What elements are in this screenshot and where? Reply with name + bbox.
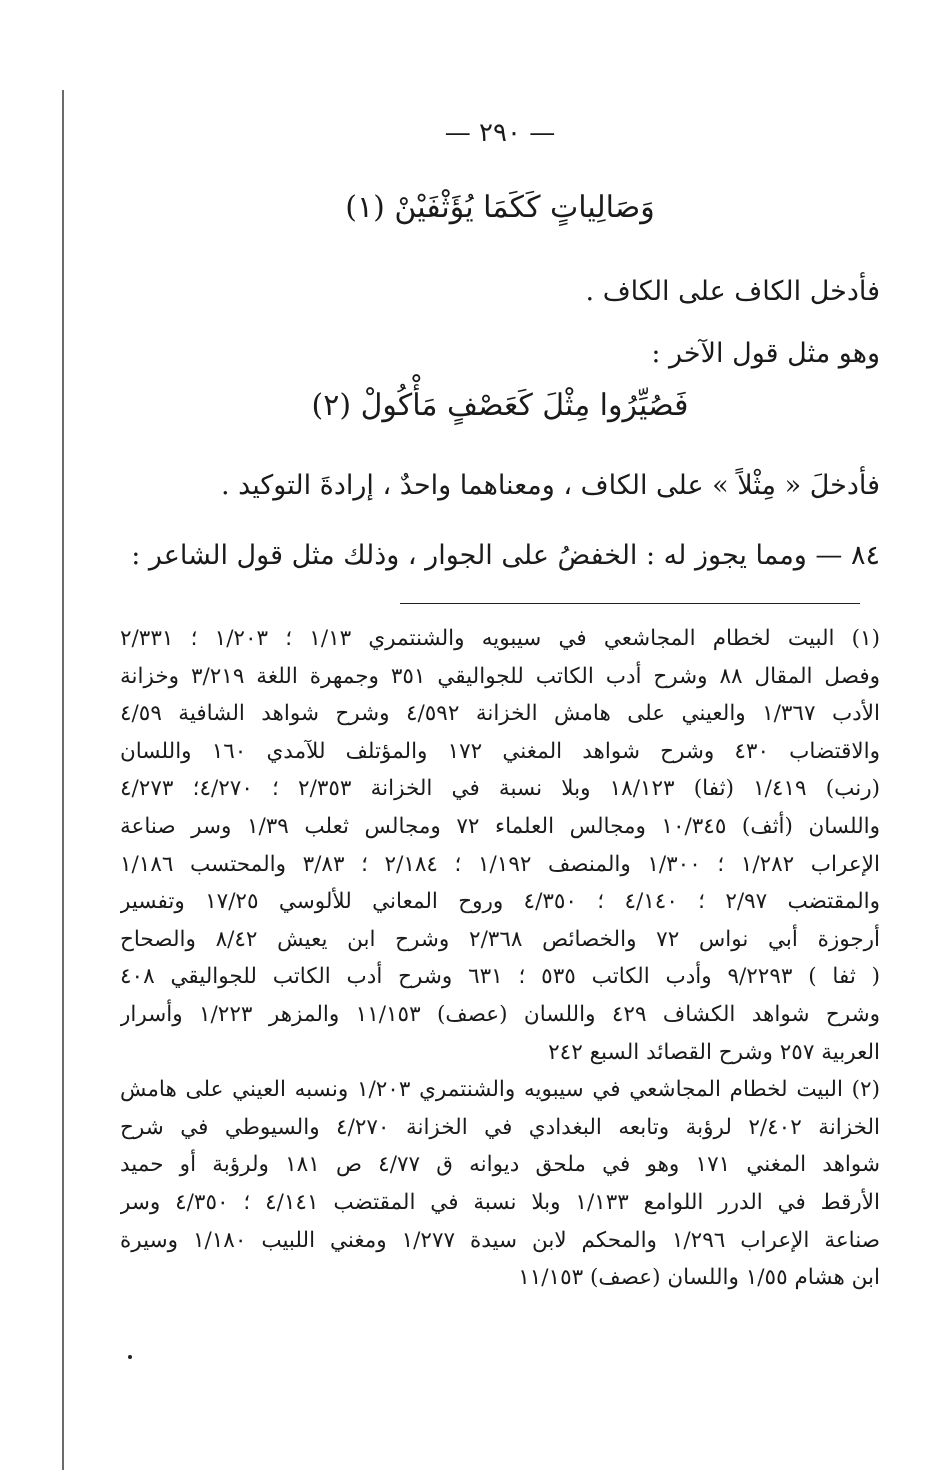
footnote-line: أرجوزة أبي نواس ٧٢ والخصائص ٢/٣٦٨ وشرح ابن يعيش ٨/٤٢ والصحاح xyxy=(120,926,880,952)
footnote-line: والاقتضاب ٤٣٠ وشرح شواهد المغني ١٧٢ والمؤتلف للآمدي ١٦٠ واللسان xyxy=(120,738,880,764)
footnote-line: صناعة الإعراب ١/٢٩٦ والمحكم لابن سيدة ١/٢٧٧ ومغني اللبيب ١/١٨٠ وسيرة xyxy=(120,1227,880,1253)
footnote-line: شواهد المغني ١٧١ وهو في ملحق ديوانه ق ٤/٧٧ ص ١٨١ ولرؤبة أو حميد xyxy=(120,1152,880,1178)
footnote-line: العربية ٢٥٧ وشرح القصائد السبع ٢٤٢ xyxy=(548,1039,880,1065)
page-number: — ٢٩٠ — xyxy=(444,118,556,148)
footnote-line: (٢) البيت لخطام المجاشعي في سيبويه والشنتمري ١/٢٠٣ ونسبه العيني على هامش xyxy=(120,1077,880,1103)
book-page xyxy=(120,0,880,1473)
footnote-separator xyxy=(400,603,860,604)
footnote-line: ( ثفا ) ٩/٢٢٩٣ وأدب الكاتب ٥٣٥ ؛ ٦٣١ وشرح أدب الكاتب للجواليقي ٤٠٨ xyxy=(120,964,880,990)
verse-2: فَصُيِّرُوا مِثْلَ كَعَصْفٍ مَأْكُولْ (٢) xyxy=(311,388,689,423)
footnote-line: ابن هشام ١/٥٥ واللسان (عصف) ١١/١٥٣ xyxy=(518,1265,880,1291)
footnote-line: وفصل المقال ٨٨ وشرح أدب الكاتب للجواليقي ٣٥١ وجمهرة اللغة ٣/٢١٩ وخزانة xyxy=(120,663,880,689)
footnote-line: والمقتضب ٢/٩٧ ؛ ٤/١٤٠ ؛ ٤/٣٥٠ وروح المعاني للألوسي ١٧/٢٥ وتفسير xyxy=(120,889,880,915)
footnote-line: الأدب ١/٣٦٧ والعيني على هامش الخزانة ٤/٥٩٢ وشرح شواهد الشافية ٤/٥٩ xyxy=(120,701,880,727)
footnote-line: الأرقط في الدرر اللوامع ١/١٣٣ وبلا نسبة في المقتضب ٤/١٤١ ؛ ٤/٣٥٠ وسر xyxy=(120,1189,880,1215)
text-line-2: وهو مثل قول الآخر : xyxy=(651,338,880,369)
footnote-line: واللسان (أثف) ١٠/٣٤٥ ومجالس العلماء ٧٢ ومجالس ثعلب ١/٣٩ وسر صناعة xyxy=(120,813,880,839)
footnotes xyxy=(120,620,880,1297)
text-line-4: ٨٤ — ومما يجوز له : الخفضُ على الجوار ، وذلك مثل قول الشاعر : xyxy=(131,540,880,571)
footnote-line: (١) البيت لخطام المجاشعي في سيبويه والشنتمري ١/١٣ ؛ ١/٢٠٣ ؛ ٢/٣٣١ xyxy=(120,626,880,651)
stray-dot-mark xyxy=(128,1355,132,1359)
scan-edge-line xyxy=(62,90,64,1470)
text-line-1: فأدخل الكاف على الكاف . xyxy=(585,276,880,307)
footnote-line: وشرح شواهد الكشاف ٤٢٩ واللسان (عصف) ١١/١٥٣ والمزهر ١/٢٢٣ وأسرار xyxy=(120,1001,880,1027)
text-line-3: فأدخلَ « مِثْلاً » على الكاف ، ومعناهما واحدٌ ، إرادةَ التوكيد . xyxy=(220,470,880,501)
footnote-line: (رنب) ١/٤١٩ (ثفا) ١٨/١٢٣ وبلا نسبة في الخزانة ٢/٣٥٣ ؛ ٤/٢٧٠؛ ٤/٢٧٣ xyxy=(120,776,880,802)
footnote-line: الخزانة ٢/٤٠٢ لرؤبة وتابعه البغدادي في الخزانة ٤/٢٧٠ والسيوطي في شرح xyxy=(120,1114,880,1140)
verse-1: وَصَالِياتٍ كَكَمَا يُؤَثْفَيْنْ (١) xyxy=(345,190,655,225)
footnote-line: الإعراب ١/٢٨٢ ؛ ١/٣٠٠ والمنصف ١/١٩٢ ؛ ٢/١٨٤ ؛ ٣/٨٣ والمحتسب ١/١٨٦ xyxy=(120,851,880,877)
